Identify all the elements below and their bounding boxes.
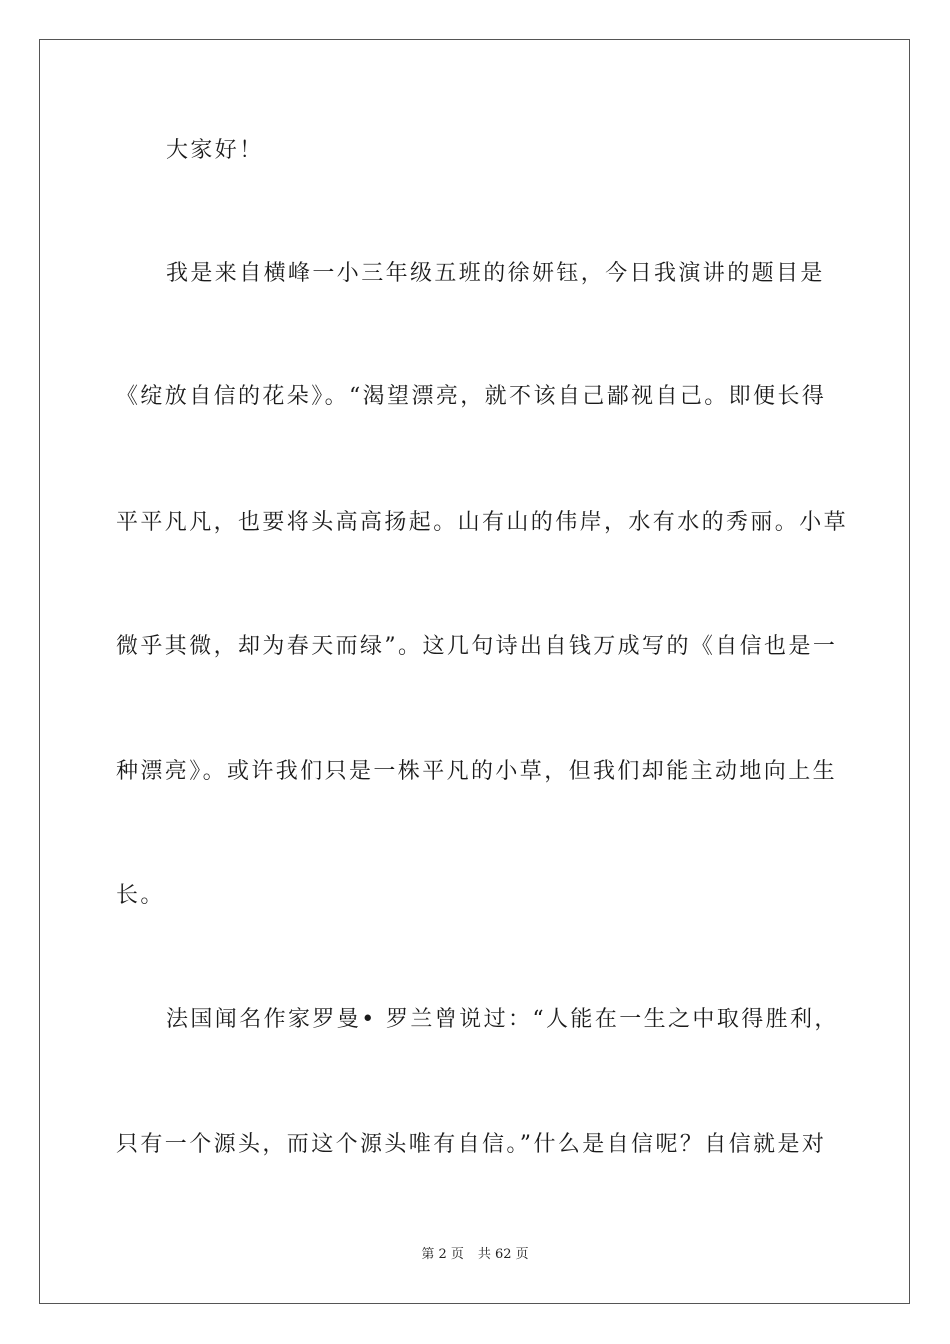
paragraph-line: 法国闻名作家罗曼• 罗兰曾说过：“人能在一生之中取得胜利， bbox=[166, 1007, 839, 1032]
paragraph-line: 长。 bbox=[116, 883, 165, 908]
page-frame bbox=[39, 39, 910, 1304]
paragraph-line: 只有一个源头，而这个源头唯有自信。”什么是自信呢？自信就是对 bbox=[116, 1132, 827, 1157]
page-total: 共 62 页 bbox=[477, 1247, 529, 1262]
paragraph-greeting: 大家好！ bbox=[166, 138, 264, 163]
page-number: 第 2 页 bbox=[421, 1247, 464, 1262]
paragraph-line: 种漂亮》。或许我们只是一株平凡的小草，但我们却能主动地向上生 bbox=[116, 759, 838, 784]
paragraph-line: 我是来自横峰一小三年级五班的徐妍钰，今日我演讲的题目是 bbox=[166, 261, 825, 286]
page-footer bbox=[0, 1246, 950, 1264]
paragraph-line: 《绽放自信的花朵》。“渴望漂亮，就不该自己鄙视自己。即便长得 bbox=[116, 384, 827, 409]
paragraph-line: 平平凡凡，也要将头高高扬起。山有山的伟岸，水有水的秀丽。小草 bbox=[116, 510, 849, 535]
paragraph-line: 微乎其微，却为春天而绿”。这几句诗出自钱万成写的《自信也是一 bbox=[116, 634, 838, 659]
